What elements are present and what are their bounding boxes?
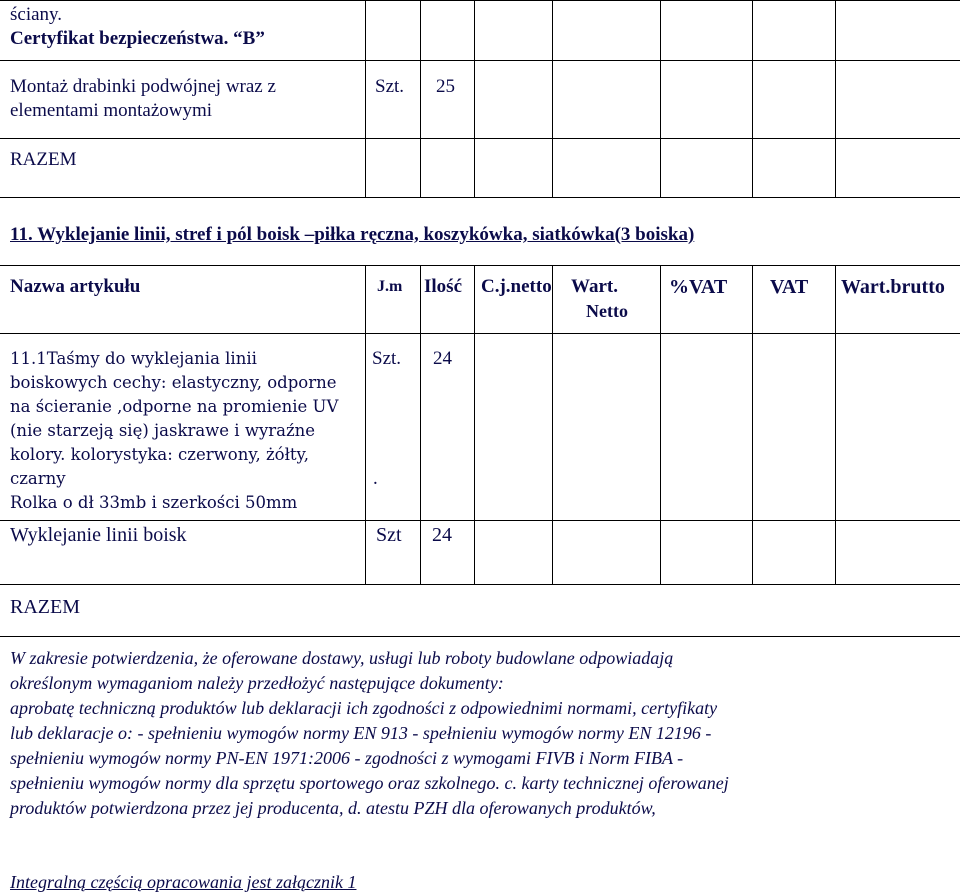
certificate-text: Certyfikat bezpieczeństwa. “B” — [10, 28, 265, 49]
col-divider-vat — [752, 0, 753, 198]
row1-unit: Szt. — [372, 348, 402, 369]
header-qty: Ilość — [424, 276, 462, 297]
item-qty: 25 — [436, 76, 455, 97]
item-description-line1: Montaż drabinki podwójnej wraz z — [10, 76, 276, 97]
col-divider-price — [474, 0, 475, 198]
footer-note: Integralną częścią opracowania jest załącznik 1 — [10, 872, 357, 892]
row1-line: (nie starzeją się) jaskrawe i wyraźne — [10, 421, 316, 440]
rule-row-2 — [0, 138, 960, 139]
row1-line: boiskowych cechy: elastyczny, odporne — [10, 373, 337, 392]
paragraph-line: określonym wymaganiom należy przedłożyć następujące dokumenty: — [10, 673, 504, 693]
col-divider-qty-main — [420, 265, 421, 585]
paragraph-line: aprobatę techniczną produktów lub deklaracji ich zgodności z odpowiednimi normami, certyfikaty — [10, 698, 718, 718]
paragraph-line: spełnieniu wymogów normy PN-EN 1971:2006 - zgodności z wymogami FIVB i Norm FIBA - — [10, 748, 684, 768]
rule-razem-bottom — [0, 636, 960, 637]
rule-header-bottom — [0, 333, 960, 334]
row1-line: 11.1Taśmy do wyklejania linii — [10, 349, 257, 368]
paragraph-line: produktów potwierdzona przez jej producenta, d. atestu PZH dla oferowanych produktów, — [10, 798, 656, 818]
rule-row-1 — [0, 60, 960, 61]
header-vat-percent: %VAT — [669, 276, 728, 298]
row1-qty: 24 — [433, 348, 452, 369]
row1-line: czarny — [10, 469, 66, 488]
paragraph-line: lub deklaracje o: - spełnieniu wymogów normy EN 913 - spełnieniu wymogów normy EN 12196 - — [10, 723, 712, 743]
paragraph-line: spełnieniu wymogów normy dla sprzętu sportowego oraz szkolnego. c. karty technicznej oferowanej — [10, 773, 729, 793]
col-divider-net-main — [552, 265, 553, 585]
header-name: Nazwa artykułu — [10, 276, 141, 297]
col-divider-unit — [365, 0, 366, 198]
row1-dot: . — [373, 468, 378, 489]
col-divider-gross-main — [835, 265, 836, 585]
col-divider-net — [552, 0, 553, 198]
col-divider-vatpct-main — [660, 265, 661, 585]
row1-description — [10, 347, 338, 515]
rule-header-top — [0, 265, 960, 266]
col-divider-gross — [835, 0, 836, 198]
header-vat: VAT — [770, 276, 809, 298]
requirements-paragraph — [10, 646, 729, 821]
row1-line: kolory. kolorystyka: czerwony, żółty, — [10, 445, 309, 464]
row1-line: Rolka o dł 33mb i szerkości 50mm — [10, 493, 298, 512]
header-unit-price: C.j.netto — [481, 276, 552, 297]
item-unit: Szt. — [375, 76, 405, 97]
row2-name: Wyklejanie linii boisk — [10, 524, 187, 546]
razem-label-upper: RAZEM — [10, 149, 77, 170]
header-jm: J.m — [377, 278, 403, 295]
header-net-value: Wart. — [571, 276, 618, 297]
rule-row2-bottom — [0, 584, 960, 585]
paragraph-line: W zakresie potwierdzenia, że oferowane dostawy, usługi lub roboty budowlane odpowiadają — [10, 648, 674, 668]
rule-row1-bottom — [0, 520, 960, 521]
header-gross: Wart.brutto — [841, 276, 945, 298]
item-description-line2: elementami montażowymi — [10, 100, 213, 121]
col-divider-vatpct — [660, 0, 661, 198]
col-divider-qty — [420, 0, 421, 198]
col-divider-price-main — [474, 265, 475, 585]
rule-top — [0, 0, 960, 1]
section-heading: 11. Wyklejanie linii, stref i pól boisk –piłka ręczna, koszykówka, siatkówka(3 boiska) — [10, 224, 695, 245]
row2-qty: 24 — [432, 524, 452, 546]
col-divider-unit-main — [365, 265, 366, 585]
header-net-value-2: Netto — [586, 301, 628, 321]
razem-label: RAZEM — [10, 596, 80, 618]
col-divider-vat-main — [752, 265, 753, 585]
row2-unit: Szt — [376, 524, 402, 546]
text-sciany: ściany. — [10, 4, 63, 25]
rule-row-3 — [0, 197, 960, 198]
row1-line: na ścieranie ,odporne na promienie UV — [10, 397, 339, 416]
